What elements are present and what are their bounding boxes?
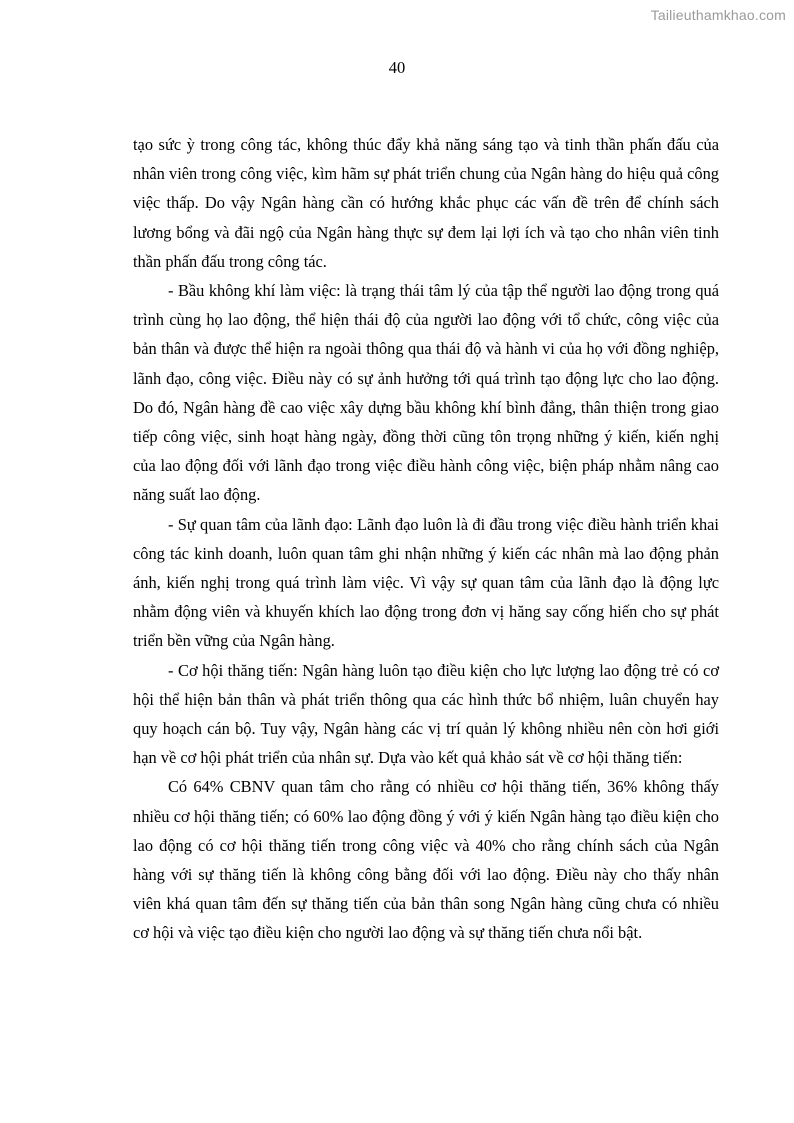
paragraph-work-atmosphere: - Bầu không khí làm việc: là trạng thái tâm lý của tập thể người lao động trong quá trình cùng họ lao động, thể hiện thái độ của người lao động với tổ chức, công việc của bản thân và được thể hiện ra ngoài thông qua thái độ và hành vi của họ với đồng nghiệp, lãnh đạo, công việc. Điều này có sự ảnh hưởng tới quá trình tạo động lực cho lao động. Do đó, Ngân hàng đề cao việc xây dựng bầu không khí bình đẳng, thân thiện trong giao tiếp công việc, sinh hoạt hàng ngày, đồng thời cũng tôn trọng những ý kiến, kiến nghị của lao động đối với lãnh đạo trong việc điều hành công việc, biện pháp nhằm nâng cao năng suất lao động. — [133, 281, 719, 505]
page-number: 40 — [388, 58, 406, 77]
watermark-text: Tailieuthamkhao.com — [650, 7, 786, 23]
document-body — [133, 130, 719, 948]
paragraph-continuation: tạo sức ỳ trong công tác, không thúc đẩy khả năng sáng tạo và tinh thần phấn đấu của nhân viên trong công việc, kìm hãm sự phát triển chung của Ngân hàng do hiệu quả công việc thấp. Do vậy Ngân hàng cần có hướng khắc phục các vấn đề trên để chính sách lương bổng và đãi ngộ của Ngân hàng thực sự đem lại lợi ích và tạo cho nhân viên tinh thần phấn đấu trong công tác. — [133, 135, 719, 271]
paragraph-leadership-attention: - Sự quan tâm của lãnh đạo: Lãnh đạo luôn là đi đầu trong việc điều hành triển khai công tác kinh doanh, luôn quan tâm ghi nhận những ý kiến các nhân mà lao động phản ánh, kiến nghị trong quá trình làm việc. Vì vậy sự quan tâm của lãnh đạo là động lực nhằm động viên và khuyến khích lao động trong đơn vị hăng say cống hiến cho sự phát triển bền vững của Ngân hàng. — [133, 514, 719, 651]
paragraph-promotion-opportunity: - Cơ hội thăng tiến: Ngân hàng luôn tạo điều kiện cho lực lượng lao động trẻ có cơ hội thể hiện bản thân và phát triển thông qua các hình thức bổ nhiệm, luân chuyển hay quy hoạch cán bộ. Tuy vậy, Ngân hàng các vị trí quản lý không nhiều nên còn hơi giới hạn về cơ hội phát triển của nhân sự. Dựa vào kết quả khảo sát về cơ hội thăng tiến: — [133, 660, 719, 768]
paragraph-survey-results: Có 64% CBNV quan tâm cho rằng có nhiều cơ hội thăng tiến, 36% không thấy nhiều cơ hội thăng tiến; có 60% lao động đồng ý với ý kiến Ngân hàng tạo điều kiện cho lao động có cơ hội thăng tiến trong công việc và 40% cho rằng chính sách của Ngân hàng với sự thăng tiến là không công bằng đối với lao động. Điều này cho thấy nhân viên khá quan tâm đến sự thăng tiến của bản thân song Ngân hàng cũng chưa có nhiều cơ hội và việc tạo điều kiện cho người lao động và sự thăng tiến chưa nổi bật. — [133, 777, 719, 943]
